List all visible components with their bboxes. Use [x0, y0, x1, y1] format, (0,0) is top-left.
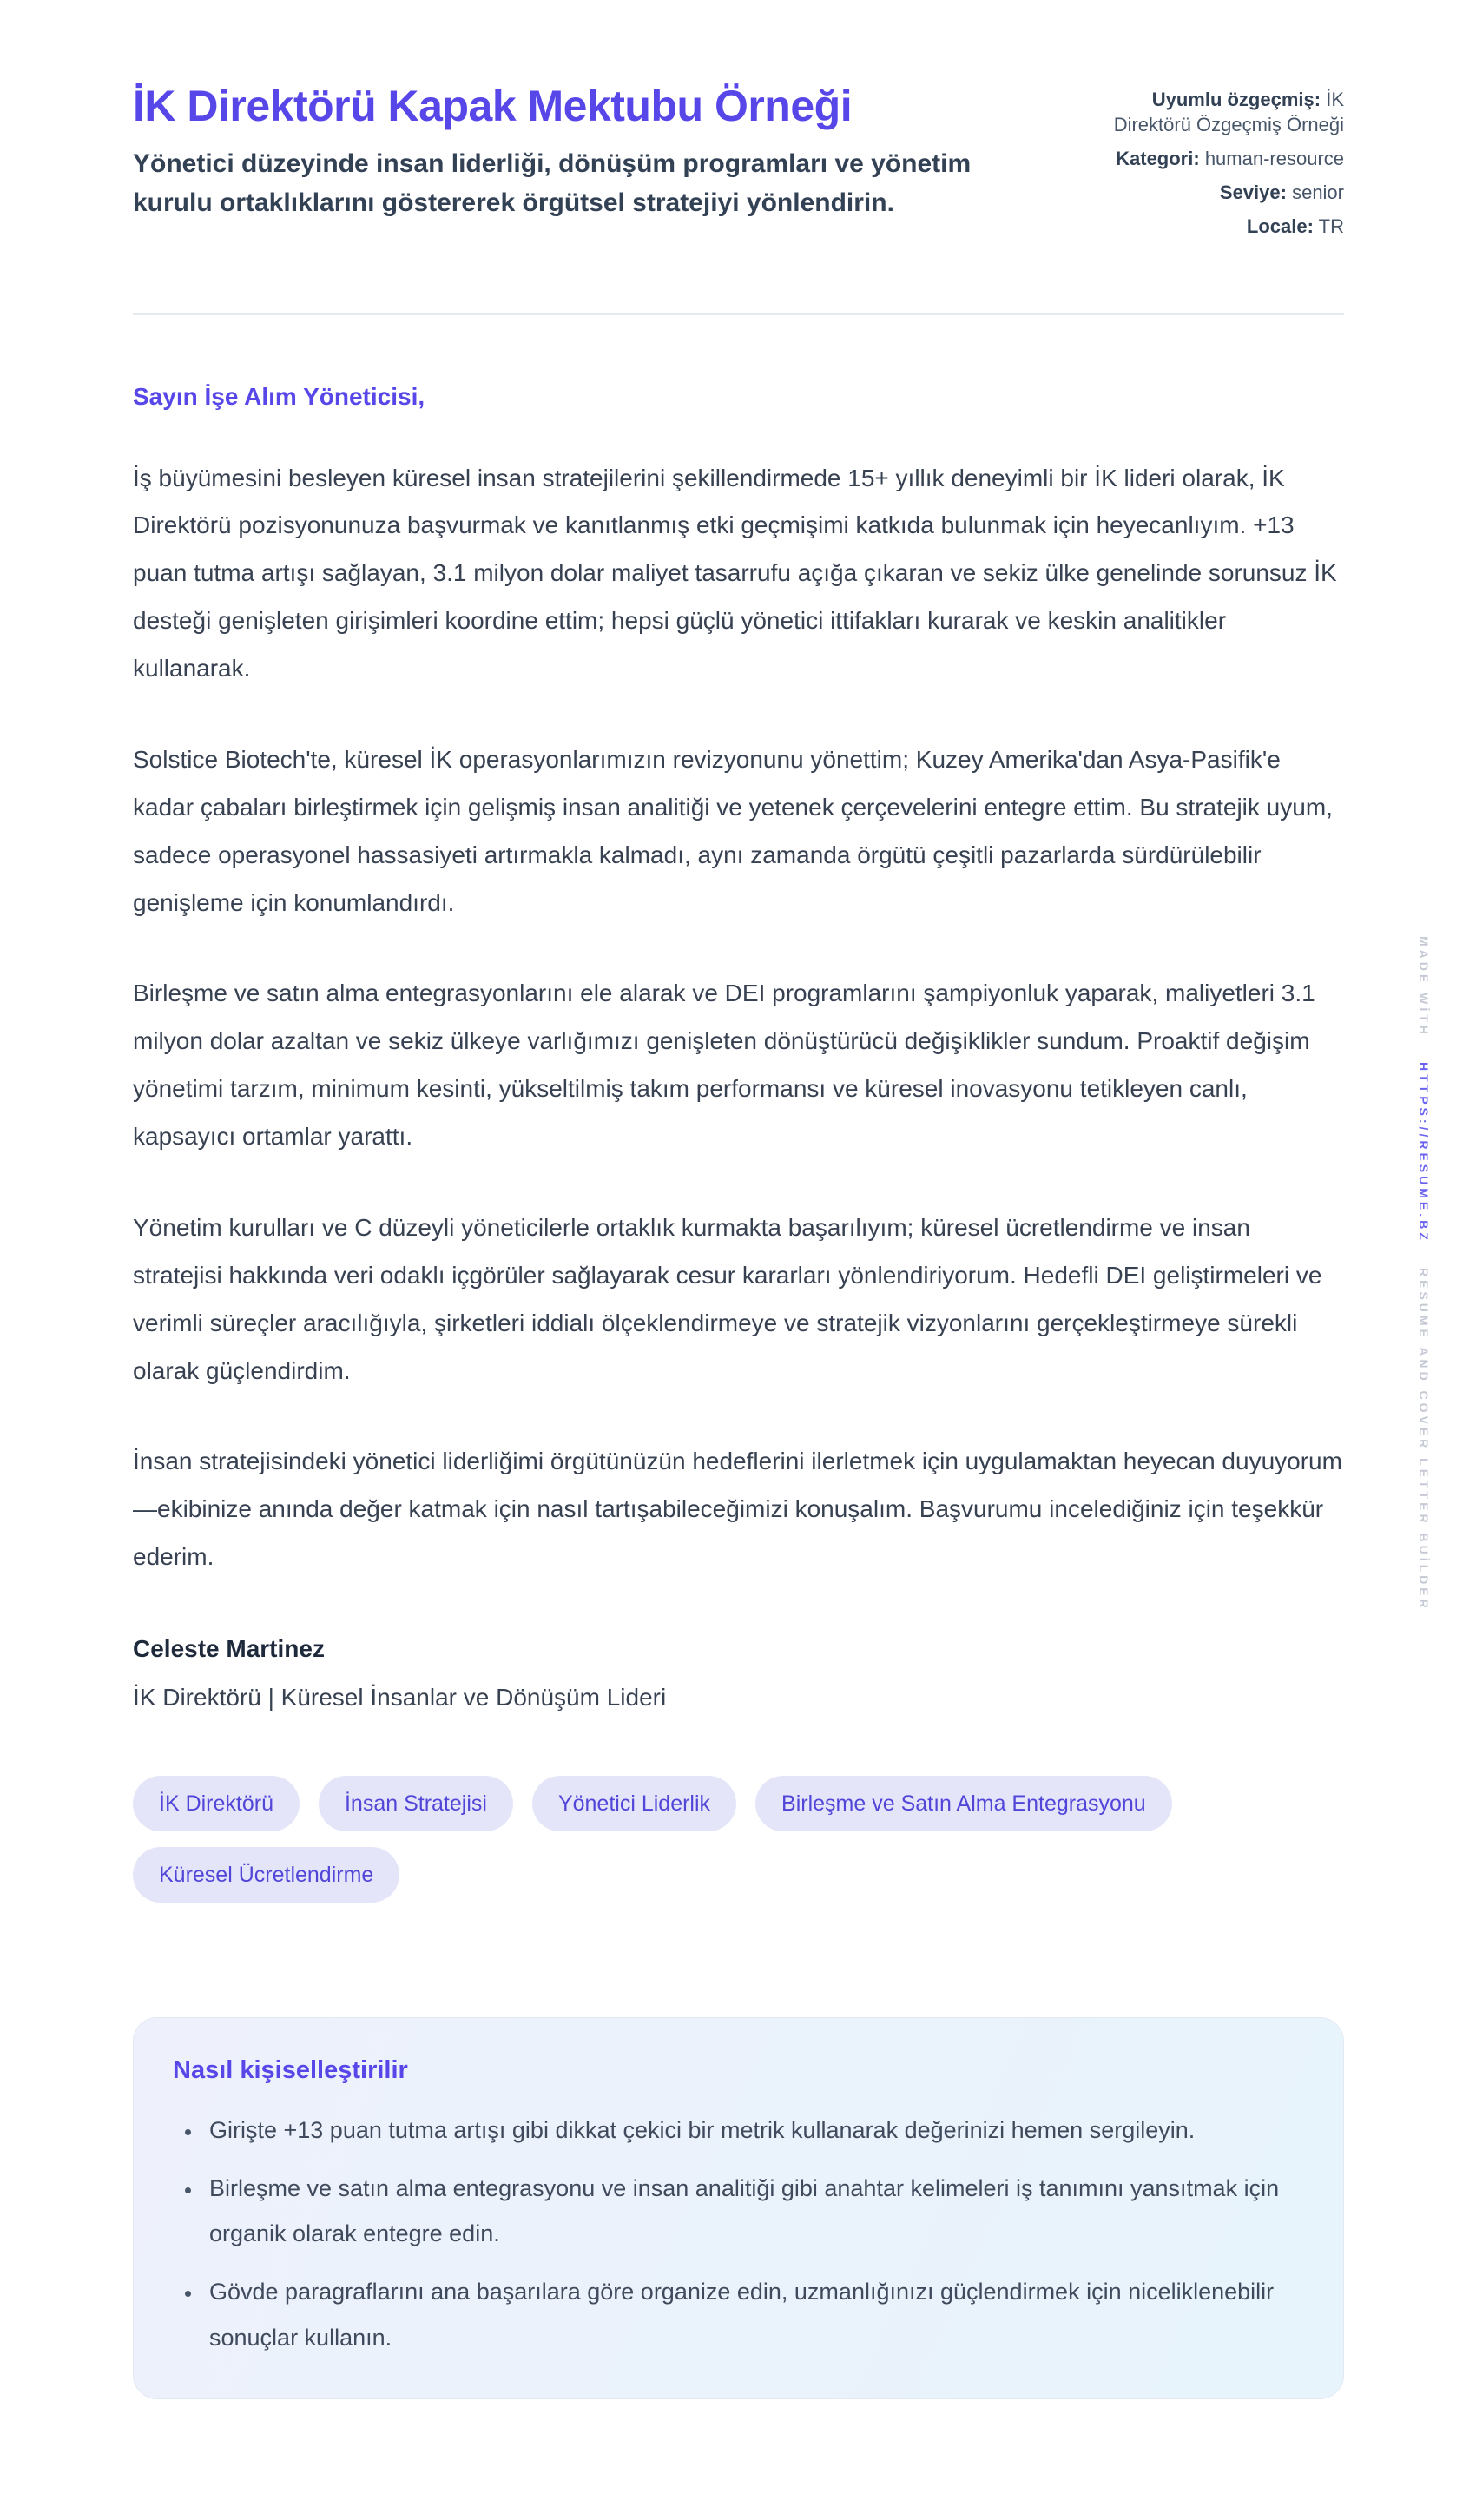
tips-list	[173, 2108, 1295, 2360]
meta-item	[1110, 214, 1344, 239]
meta-value: human-resource	[1204, 148, 1344, 170]
tips-item: • Girişte +13 puan tutma artışı gibi dikkat çekici bir metrik kullanarak değerinizi hemen sergileyin.	[202, 2108, 1295, 2154]
tag-pill: Birleşme ve Satın Alma Entegrasyonu	[755, 1776, 1172, 1831]
meta-label: Locale:	[1246, 215, 1314, 238]
letter-body	[133, 455, 1344, 1582]
tips-box	[133, 2017, 1344, 2399]
tips-item: • Gövde paragraflarını ana başarılara göre organize edin, uzmanlığınızı güçlendirmek için niceliklenebilir sonuçlar kullanın.	[202, 2269, 1295, 2360]
tag-list	[133, 1776, 1218, 1903]
tips-item: • Birleşme ve satın alma entegrasyonu ve insan analitiği gibi anahtar kelimeleri iş tanımını yansıtmak için organik olarak entegre edin.	[202, 2166, 1295, 2257]
watermark-site-link[interactable]: HTTPS://RESUME.BZ	[1417, 1061, 1431, 1244]
meta-item	[1110, 146, 1344, 171]
cover-letter	[133, 315, 1344, 1722]
meta-label: Kategori:	[1116, 148, 1200, 170]
header	[133, 80, 1344, 247]
signature-role: İK Direktörü | Küresel İnsanlar ve Dönüşüm Lideri	[133, 1684, 667, 1712]
tips-title: Nasıl kişiselleştirilir	[173, 2056, 408, 2085]
watermark	[1417, 936, 1431, 1611]
header-text-block	[133, 80, 1036, 222]
tag-pill: Küresel Ücretlendirme	[133, 1847, 399, 1903]
meta-item	[1110, 180, 1344, 205]
meta-panel	[1110, 80, 1344, 247]
watermark-made-with: MADE WİTH	[1417, 936, 1431, 1038]
letter-paragraph: Yönetim kurulları ve C düzeyli yöneticilerle ortaklık kurmakta başarılıyım; küresel ücretlendirme ve insan stratejisi hakkında veri odaklı içgörüler sağlayarak cesur kararları yönlendiriyorum. Hedefli DEI geliştirmeleri ve verimli süreçler aracılığıyla, şirketleri iddialı ölçeklendirmeye ve stratejik vizyonlarını gerçekleştirmeye sürekli olarak güçlendirdim.	[133, 1213, 1322, 1384]
meta-value: İK Direktörü Özgeçmiş Örneği	[1113, 89, 1344, 136]
page-title: İK Direktörü Kapak Mektubu Örneği	[133, 82, 853, 130]
letter-paragraph: İş büyümesini besleyen küresel insan stratejilerini şekillendirmede 15+ yıllık deneyimli bir İK lideri olarak, İK Direktörü pozisyonunuza başvurmak ve kanıtlanmış etki geçmişimi katkıda bulunmak için heyecanlıyım. +13 puan tutma artışı sağlayan, 3.1 milyon dolar maliyet tasarrufu açığa çıkaran ve sekiz ülke genelinde sorunsuz İK desteği genişleten girişimleri koordine ettim; hepsi güçlü yönetici ittifakları kurarak ve keskin analitikler kullanarak.	[133, 464, 1337, 683]
tag-pill: İnsan Stratejisi	[319, 1776, 513, 1831]
meta-label: Uyumlu özgeçmiş:	[1151, 89, 1321, 110]
meta-label: Seviye:	[1219, 181, 1287, 204]
signature-name: Celeste Martinez	[133, 1635, 325, 1663]
watermark-tagline: RESUME AND COVER LETTER BUİLDER	[1417, 1267, 1431, 1612]
letter-greeting: Sayın İşe Alım Yöneticisi,	[133, 383, 425, 411]
letter-paragraph: Birleşme ve satın alma entegrasyonlarını ele alarak ve DEI programlarını şampiyonluk yaparak, maliyetleri 3.1 milyon dolar azaltan ve sekiz ülkeye varlığımızı genişleten dönüştürücü değişiklikler sundum. Proaktif değişim yönetimi tarzım, minimum kesinti, yükseltilmiş takım performansı ve küresel inovasyonu tetikleyen canlı, kapsayıcı ortamlar yarattı.	[133, 980, 1315, 1151]
letter-paragraph: İnsan stratejisindeki yönetici liderliğimi örgütünüzün hedeflerini ilerletmek için uygulamaktan heyecan duyuyorum—ekibinize anında değer katmak için nasıl tartışabileceğimizi konuşalım. Başvurumu incelediğiniz için teşekkür ederim.	[133, 1448, 1342, 1571]
tag-pill: İK Direktörü	[133, 1776, 300, 1831]
letter-paragraph: Solstice Biotech'te, küresel İK operasyonlarımızın revizyonunu yönettim; Kuzey Amerika'dan Asya-Pasifik'e kadar çabaları birleştirmek için gelişmiş insan analitiği ve yetenek çerçevelerini entegre ettim. Bu stratejik uyum, sadece operasyonel hassasiyeti artırmakla kalmadı, aynı zamanda örgütü çeşitli pazarlarda sürdürülebilir genişleme için konumlandırdı.	[133, 745, 1333, 916]
meta-value: TR	[1318, 215, 1344, 238]
page-subtitle: Yönetici düzeyinde insan liderliği, dönüşüm programları ve yönetim kurulu ortaklıklarını göstererek örgütsel stratejiyi yönlendirin.	[133, 149, 972, 217]
signature-block	[133, 1625, 1344, 1722]
meta-item	[1110, 87, 1344, 137]
meta-value: senior	[1292, 181, 1344, 204]
tag-pill: Yönetici Liderlik	[532, 1776, 736, 1831]
